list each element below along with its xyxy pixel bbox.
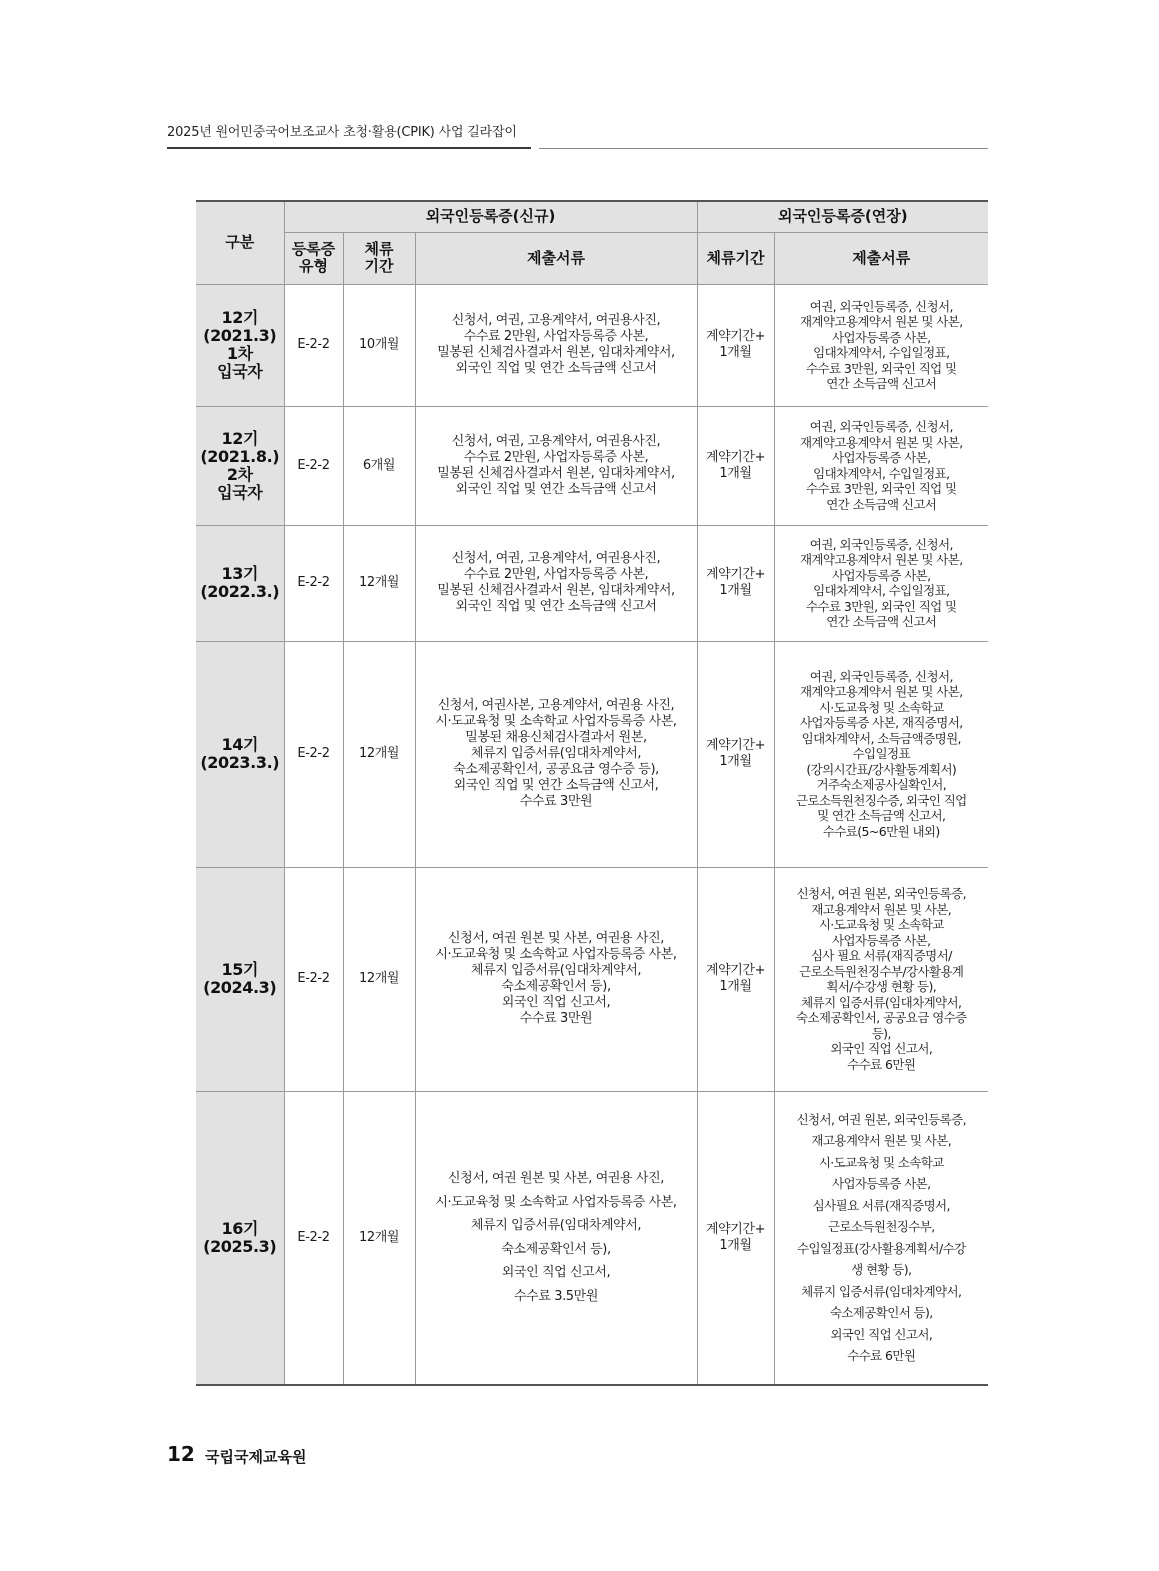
row-new-documents: 신청서, 여권, 고용계약서, 여권용사진, 수수료 2만원, 사업자등록증 사본, 밀봉된 신체검사결과서 원본, 임대차계약서, 외국인 직업 및 연간 소득금액 신고서 xyxy=(415,525,697,641)
row-extension-documents: 신청서, 여권 원본, 외국인등록증, 재고용계약서 원본 및 사본, 시·도교육청 및 소속학교 사업자등록증 사본, 심사 필요 서류(재직증명서/ 근로소득원천징수부/강사활용계 획서/수강생 현황 등), 체류지 입증서류(임대차계약서, 숙소제공확인서, 공공요금 영수증 등), 외국인 직업 신고서, 수수료 6만원 xyxy=(774,867,988,1091)
row-extension-period: 계약기간+ 1개월 xyxy=(697,641,774,867)
header-stay-period: 체류 기간 xyxy=(343,232,415,284)
header-new-documents: 제출서류 xyxy=(415,232,697,284)
row-registration-type: E-2-2 xyxy=(284,641,343,867)
row-new-documents: 신청서, 여권, 고용계약서, 여권용사진, 수수료 2만원, 사업자등록증 사본, 밀봉된 신체검사결과서 원본, 임대차계약서, 외국인 직업 및 연간 소득금액 신고서 xyxy=(415,284,697,406)
row-extension-documents: 신청서, 여권 원본, 외국인등록증, 재고용계약서 원본 및 사본, 시·도교육청 및 소속학교 사업자등록증 사본, 심사필요 서류(재직증명서, 근로소득원천징수부, 수입일정표(강사활용계획서/수강 생 현황 등), 체류지 입증서류(임대차계약서, 숙소제공확인서 등), 외국인 직업 신고서, 수수료 6만원 xyxy=(774,1091,988,1385)
row-category: 13기 (2022.3.) xyxy=(196,525,284,641)
table-row xyxy=(196,867,988,1091)
row-registration-type: E-2-2 xyxy=(284,867,343,1091)
table-row xyxy=(196,284,988,406)
row-extension-documents: 여권, 외국인등록증, 신청서, 재계약고용계약서 원본 및 사본, 사업자등록증 사본, 임대차계약서, 수입일정표, 수수료 3만원, 외국인 직업 및 연간 소득금액 신고서 xyxy=(774,406,988,525)
row-category: 16기 (2025.3) xyxy=(196,1091,284,1385)
row-extension-period: 계약기간+ 1개월 xyxy=(697,867,774,1091)
row-category: 15기 (2024.3) xyxy=(196,867,284,1091)
table-header-row-top xyxy=(196,201,988,232)
row-new-documents: 신청서, 여권 원본 및 사본, 여권용 사진, 시·도교육청 및 소속학교 사업자등록증 사본, 체류지 입증서류(임대차계약서, 숙소제공확인서 등), 외국인 직업 신고서, 수수료 3.5만원 xyxy=(415,1091,697,1385)
footer-organization: 국립국제교육원 xyxy=(205,1448,307,1466)
table-row xyxy=(196,641,988,867)
row-stay-period: 12개월 xyxy=(343,867,415,1091)
row-extension-period: 계약기간+ 1개월 xyxy=(697,406,774,525)
row-extension-period: 계약기간+ 1개월 xyxy=(697,1091,774,1385)
row-registration-type: E-2-2 xyxy=(284,525,343,641)
row-extension-documents: 여권, 외국인등록증, 신청서, 재계약고용계약서 원본 및 사본, 시·도교육청 및 소속학교 사업자등록증 사본, 재직증명서, 임대차계약서, 소득금액증명원, 수입일정표 (강의시간표/강사활동계획서) 거주숙소제공사실확인서, 근로소득원천징수증, 외국인 직업 및 연간 소득금액 신고서, 수수료(5~6만원 내외) xyxy=(774,641,988,867)
header-divider-left xyxy=(167,147,531,149)
row-stay-period: 12개월 xyxy=(343,1091,415,1385)
row-extension-documents: 여권, 외국인등록증, 신청서, 재계약고용계약서 원본 및 사본, 사업자등록증 사본, 임대차계약서, 수입일정표, 수수료 3만원, 외국인 직업 및 연간 소득금액 신고서 xyxy=(774,284,988,406)
table-row xyxy=(196,525,988,641)
row-category: 12기 (2021.3) 1차 입국자 xyxy=(196,284,284,406)
table-row xyxy=(196,406,988,525)
header-category: 구분 xyxy=(196,201,284,284)
row-extension-period: 계약기간+ 1개월 xyxy=(697,284,774,406)
row-stay-period: 10개월 xyxy=(343,284,415,406)
row-registration-type: E-2-2 xyxy=(284,284,343,406)
table-row xyxy=(196,1091,988,1385)
table-header-row-sub xyxy=(196,232,988,284)
row-new-documents: 신청서, 여권 원본 및 사본, 여권용 사진, 시·도교육청 및 소속학교 사업자등록증 사본, 체류지 입증서류(임대차계약서, 숙소제공확인서 등), 외국인 직업 신고서, 수수료 3만원 xyxy=(415,867,697,1091)
row-stay-period: 12개월 xyxy=(343,641,415,867)
page-number: 12 xyxy=(167,1442,195,1466)
header-extension-registration: 외국인등록증(연장) xyxy=(697,201,988,232)
header-extension-documents: 제출서류 xyxy=(774,232,988,284)
row-extension-documents: 여권, 외국인등록증, 신청서, 재계약고용계약서 원본 및 사본, 사업자등록증 사본, 임대차계약서, 수입일정표, 수수료 3만원, 외국인 직업 및 연간 소득금액 신고서 xyxy=(774,525,988,641)
header-registration-type: 등록증 유형 xyxy=(284,232,343,284)
row-registration-type: E-2-2 xyxy=(284,406,343,525)
row-category: 12기 (2021.8.) 2차 입국자 xyxy=(196,406,284,525)
header-divider-right xyxy=(539,148,988,149)
running-header-title: 2025년 원어민중국어보조교사 초청·활용(CPIK) 사업 길라잡이 xyxy=(167,125,517,140)
header-extension-stay-period: 체류기간 xyxy=(697,232,774,284)
row-category: 14기 (2023.3.) xyxy=(196,641,284,867)
header-new-registration: 외국인등록증(신규) xyxy=(284,201,697,232)
row-stay-period: 12개월 xyxy=(343,525,415,641)
document-table xyxy=(196,200,988,1386)
row-extension-period: 계약기간+ 1개월 xyxy=(697,525,774,641)
row-registration-type: E-2-2 xyxy=(284,1091,343,1385)
row-new-documents: 신청서, 여권사본, 고용계약서, 여권용 사진, 시·도교육청 및 소속학교 사업자등록증 사본, 밀봉된 채용신체검사결과서 원본, 체류지 입증서류(임대차계약서, 숙소제공확인서, 공공요금 영수증 등), 외국인 직업 및 연간 소득금액 신고서, 수수료 3만원 xyxy=(415,641,697,867)
row-new-documents: 신청서, 여권, 고용계약서, 여권용사진, 수수료 2만원, 사업자등록증 사본, 밀봉된 신체검사결과서 원본, 임대차계약서, 외국인 직업 및 연간 소득금액 신고서 xyxy=(415,406,697,525)
row-stay-period: 6개월 xyxy=(343,406,415,525)
